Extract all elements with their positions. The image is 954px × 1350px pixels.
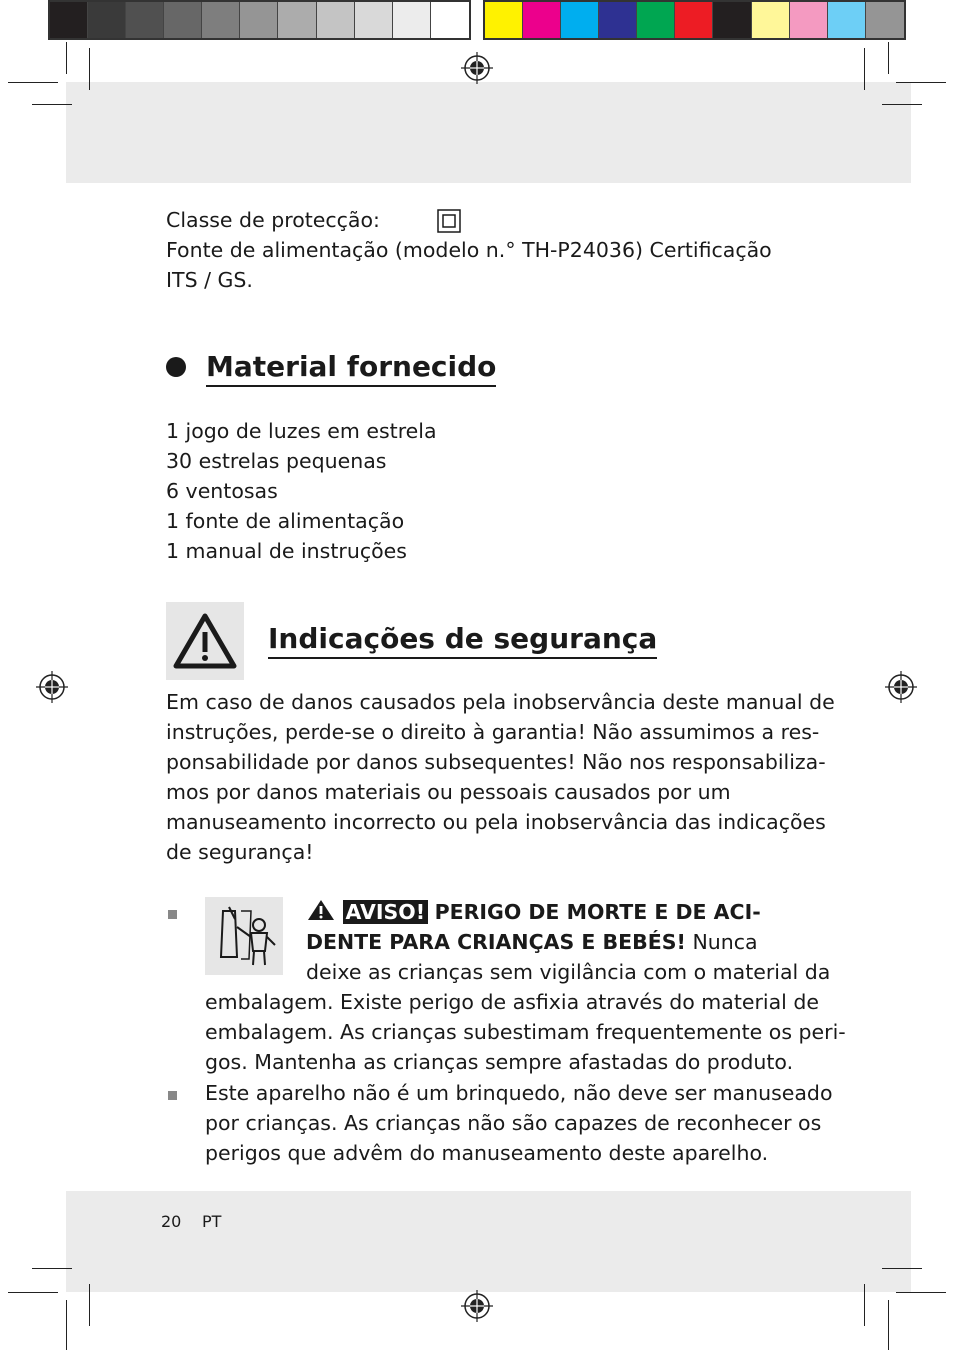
crop-mark xyxy=(66,1300,67,1350)
color-swatch xyxy=(790,2,828,38)
protection-class-label: Classe de protecção: xyxy=(166,208,380,232)
registration-mark-icon xyxy=(461,52,493,84)
color-swatch xyxy=(431,2,469,38)
color-swatch xyxy=(50,2,88,38)
list-item: 30 estrelas pequenas xyxy=(166,449,387,473)
double-insulation-icon xyxy=(437,209,461,233)
list-bullet xyxy=(168,910,177,919)
safety-heading xyxy=(268,622,657,659)
crop-mark xyxy=(66,42,67,74)
bullet2-text xyxy=(205,1078,833,1168)
power-supply-text: Fonte de alimentação (modelo n.° TH-P24036) Certificação xyxy=(166,238,772,262)
crop-mark xyxy=(864,48,865,90)
grayscale-color-bar xyxy=(48,0,471,40)
color-swatch xyxy=(126,2,164,38)
crop-mark xyxy=(32,104,72,105)
crop-mark xyxy=(896,82,946,83)
crop-mark xyxy=(888,1300,889,1350)
paragraph-line: ponsabilidade por danos subsequentes! Não nos responsabiliza- xyxy=(166,750,826,774)
paragraph-line: Este aparelho não é um brinquedo, não deve ser manuseado xyxy=(205,1081,833,1105)
footer-band xyxy=(66,1191,911,1292)
certification-text: ITS / GS. xyxy=(166,268,253,292)
list-item: 1 manual de instruções xyxy=(166,539,407,563)
color-swatch xyxy=(599,2,637,38)
crop-mark xyxy=(89,48,90,90)
color-swatch xyxy=(828,2,866,38)
paragraph-line: Em caso de danos causados pela inobservância deste manual de xyxy=(166,690,835,714)
paragraph-line: mos por danos materiais ou pessoais causados por um xyxy=(166,780,731,804)
warning-text-line1 xyxy=(306,897,761,927)
registration-mark-icon xyxy=(461,1290,493,1322)
color-swatch xyxy=(713,2,751,38)
paragraph-line: perigos que advêm do manuseamento deste aparelho. xyxy=(205,1141,769,1165)
registration-mark-icon xyxy=(36,671,68,703)
color-swatch xyxy=(164,2,202,38)
crop-mark xyxy=(882,104,922,105)
crop-mark xyxy=(32,1268,72,1269)
paragraph-line: embalagem. Existe perigo de asfixia através do material de xyxy=(205,990,819,1014)
color-swatch xyxy=(675,2,713,38)
process-color-bar xyxy=(483,0,906,40)
paragraph-line: de segurança! xyxy=(166,840,314,864)
paragraph-line: instruções, perde-se o direito à garantia! Não assumimos a res- xyxy=(166,720,820,744)
list-item: 1 jogo de luzes em estrela xyxy=(166,419,437,443)
crop-mark xyxy=(882,1268,922,1269)
material-list xyxy=(166,416,437,566)
paragraph-line: por crianças. As crianças não são capazes de reconhecer os xyxy=(205,1111,822,1135)
list-item: 1 fonte de alimentação xyxy=(166,509,405,533)
crop-mark xyxy=(8,82,58,83)
crop-mark xyxy=(864,1284,865,1326)
color-swatch xyxy=(355,2,393,38)
list-bullet xyxy=(168,1091,177,1100)
color-swatch xyxy=(752,2,790,38)
crop-mark xyxy=(89,1284,90,1326)
section-bullet-dot xyxy=(166,357,186,377)
header-band xyxy=(66,82,911,183)
paragraph-line: embalagem. As crianças subestimam frequentemente os peri- xyxy=(205,1020,846,1044)
aviso-label: AVISO! xyxy=(343,900,429,924)
color-swatch xyxy=(88,2,126,38)
color-swatch xyxy=(393,2,431,38)
material-heading xyxy=(206,350,496,387)
warning-text-line2 xyxy=(306,927,758,957)
color-swatch xyxy=(202,2,240,38)
warning-continuation xyxy=(205,987,846,1077)
color-swatch xyxy=(278,2,316,38)
color-swatch xyxy=(317,2,355,38)
color-swatch xyxy=(637,2,675,38)
paragraph-line: deixe as crianças sem vigilância com o material da xyxy=(306,960,831,984)
safety-heading-text: Indicações de segurança xyxy=(268,622,657,659)
warning-triangle-box xyxy=(166,602,244,680)
child-hazard-pictogram xyxy=(205,897,283,975)
warning-text: Nunca xyxy=(692,930,758,954)
language-code: PT xyxy=(202,1212,222,1231)
paragraph-line: manuseamento incorrecto ou pela inobservância das indicações xyxy=(166,810,826,834)
material-heading-text: Material fornecido xyxy=(206,350,496,387)
safety-intro xyxy=(166,687,835,867)
warning-bold-text: DENTE PARA CRIANÇAS E BEBÉS! xyxy=(306,930,686,954)
warning-triangle-icon xyxy=(166,602,244,680)
color-swatch xyxy=(240,2,278,38)
paragraph-line: gos. Mantenha as crianças sempre afastadas do produto. xyxy=(205,1050,794,1074)
crop-mark xyxy=(888,42,889,74)
small-warning-icon xyxy=(306,898,336,922)
crop-mark xyxy=(896,1292,946,1293)
list-item: 6 ventosas xyxy=(166,479,278,503)
crop-mark xyxy=(8,1292,58,1293)
warning-continuation xyxy=(306,957,830,987)
color-swatch xyxy=(485,2,523,38)
warning-bold-text: PERIGO DE MORTE E DE ACI- xyxy=(434,900,761,924)
color-swatch xyxy=(523,2,561,38)
child-bag-hazard-icon xyxy=(205,897,283,975)
color-swatch xyxy=(866,2,904,38)
color-swatch xyxy=(561,2,599,38)
registration-mark-icon xyxy=(885,671,917,703)
page-number: 20 xyxy=(161,1212,182,1231)
